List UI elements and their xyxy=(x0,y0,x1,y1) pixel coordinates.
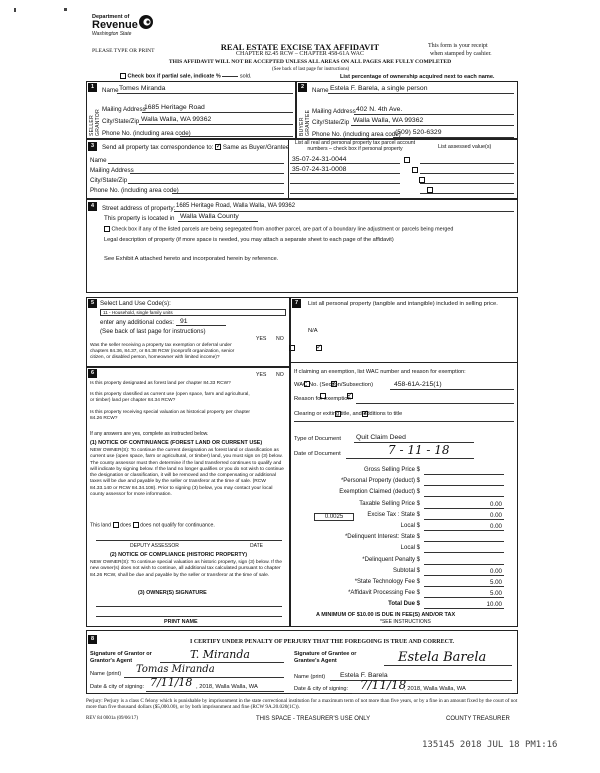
fee-value[interactable]: 0.00 xyxy=(489,511,502,519)
same-as-label: Same as Buyer/Grantee xyxy=(222,144,290,151)
fee-label: Exemption Claimed (deduct) $ xyxy=(339,489,420,496)
grantee-date-rest: , 2018, Walla Walla, WA xyxy=(404,686,466,692)
seller-mailing[interactable]: 1685 Heritage Road xyxy=(144,104,205,111)
notice2-body: NEW OWNER(S): To continue special valuation as historic property, sign (3) below. If the new owner(s) does not wish to continue, all additional tax calculated pursuant to chapter 84.26 RCW, shall be due and payable by the seller or transferor at the time of sale. xyxy=(90,560,282,578)
seller-phone-label: Phone No. (including area code) xyxy=(102,130,191,137)
grantee-name-print[interactable]: Estela F. Barela xyxy=(340,672,388,679)
exemption-claim-label: If claiming an exemption, list WAC number and reason for exemption: xyxy=(294,369,466,375)
local-rate: 0.0025 xyxy=(324,514,344,520)
buyer-name-label: Name xyxy=(312,87,329,94)
buyer-name[interactable]: Estela F. Barela, a single person xyxy=(330,85,428,92)
grantor-name-print[interactable]: Tomas Miranda xyxy=(136,664,215,675)
notice2-title: (2) NOTICE OF COMPLIANCE (HISTORIC PROPERTY) xyxy=(110,552,248,558)
buyer-mailing-label: Mailing Address xyxy=(312,108,356,115)
fee-label: Taxable Selling Price $ xyxy=(359,500,420,507)
parcel-header: List all real and personal property tax parcel account numbers – check box if personal property xyxy=(294,140,416,152)
additional-codes-value[interactable]: 91 xyxy=(180,318,188,325)
same-as-buyer-checkbox[interactable] xyxy=(215,144,221,150)
seller-city[interactable]: Walla Walla, WA 99362 xyxy=(141,116,212,123)
fee-label: Local $ xyxy=(400,523,420,529)
sold-label: sold. xyxy=(239,73,252,80)
grantee-date-label: Date & city of signing: xyxy=(294,686,349,692)
receipt-note-2: when stamped by cashier. xyxy=(430,51,492,57)
grantee-signature[interactable]: Estela Barela xyxy=(398,650,487,665)
does-label: does xyxy=(119,522,132,529)
land-use-label: Select Land Use Code(s): xyxy=(100,300,171,307)
fee-label: Subtotal $ xyxy=(392,567,420,574)
deputy-date-label: DATE xyxy=(250,543,263,549)
segregated-row xyxy=(104,226,453,232)
print-name-label: PRINT NAME xyxy=(164,619,198,625)
seller-side-label: SELLER GRANTOR xyxy=(89,108,101,136)
street-label: Street address of property: xyxy=(102,205,176,212)
certify-statement: I CERTIFY UNDER PENALTY OF PERJURY THAT THE FOREGOING IS TRUE AND CORRECT. xyxy=(190,639,455,645)
buyer-mailing[interactable]: 402 N. 4th Ave. xyxy=(356,106,403,113)
revenue-logo xyxy=(92,14,162,44)
fee-value[interactable]: 0.00 xyxy=(489,567,502,575)
perjury-note: Perjury: Perjury is a class C felony which is punishable by imprisonment in the state correctional institution for a maximum term of not more than five years, or by a fine in an amount fixed by the court of not more than five thousand dollars ($5,000.00), or by both imprisonment and fine (RCW 9A.20.020(1C)). xyxy=(86,698,518,711)
land-use-see-back: (See back of last page for instructions) xyxy=(100,328,206,335)
grantor-signature[interactable]: T. Miranda xyxy=(190,648,250,661)
s3-phone-label: Phone No. (including area code) xyxy=(90,187,179,194)
grantor-date[interactable]: 7/11/18 xyxy=(150,676,193,689)
fee-value[interactable]: 0.00 xyxy=(489,500,502,508)
located-label: This property is located in xyxy=(104,215,175,222)
grantee-date[interactable]: 7/11/18 xyxy=(360,678,407,692)
seller-name[interactable]: Tomes Miranda xyxy=(119,85,166,92)
form-title: REAL ESTATE EXCISE TAX AFFIDAVIT xyxy=(220,42,380,52)
does-not-checkbox[interactable] xyxy=(133,522,139,528)
current-use-question: Is this property classified as current use (open space, farm and agricultural, or timber) land per chapter 84.34 RCW? xyxy=(90,392,250,403)
doc-date[interactable]: 7 - 11 - 18 xyxy=(388,443,450,457)
fee-label: *Delinquent Interest: State $ xyxy=(344,534,420,541)
notice1-body: NEW OWNER(S): To continue the current designation as forest land or classification as current use (open space, farm or agricultural, or timber) land, you must sign on (3) below. The county assessor must then determine if the land transferred continues to qualify and will indicate by signing below. If the land no longer qualifies or you do not wish to continue the designation or classification, it will be removed and the compensating or additional taxes will be due and payable by the seller or transferor at the time of sale. (RCW 84.33.140 or RCW 84.34.108). Prior to signing (3) below, you may contact your local county assessor for more information. xyxy=(90,448,284,498)
clearing-title-note[interactable]: Clearing or exiting title, and additions to title xyxy=(294,411,403,417)
located-county[interactable]: Walla Walla County xyxy=(180,213,239,220)
notice1-title: (1) NOTICE OF CONTINUANCE (FOREST LAND OR CURRENT USE) xyxy=(90,440,263,446)
s3-name-label: Name xyxy=(90,157,107,164)
form-chapter: CHAPTER 82.45 RCW – CHAPTER 458-61A WAC xyxy=(236,51,364,57)
fee-label: Local $ xyxy=(400,545,420,552)
historical-question: Is this property receiving special valuation as historical property per chapter 84.26 RCW? xyxy=(90,410,250,421)
buyer-phone[interactable]: (509) 520-6329 xyxy=(395,129,442,136)
section-7-number: 7 xyxy=(292,299,301,308)
section-5-number: 5 xyxy=(88,299,97,308)
form-number: REV 84 0001a (09/06/17) xyxy=(86,716,138,721)
fee-label: *Affidavit Processing Fee $ xyxy=(348,590,420,597)
seller-name-label: Name xyxy=(102,87,119,94)
fee-label: Total Due $ xyxy=(388,601,420,608)
land-use-value: 11 - Household, single family units xyxy=(103,310,173,315)
see-instructions: *SEE INSTRUCTIONS xyxy=(380,619,431,625)
fee-value[interactable]: 10.00 xyxy=(486,601,502,609)
partial-sale-label: Check box if partial sale, indicate % xyxy=(127,73,221,80)
s3-mailing-label: Mailing Address xyxy=(90,167,134,174)
parcel-number-1[interactable]: 35-07-24-31-0044 xyxy=(292,156,347,163)
grantor-sig-label: Signature of Grantor or Grantor's Agent xyxy=(90,651,152,664)
personal-property-na[interactable]: N/A xyxy=(308,328,318,334)
list-percentage-note: List percentage of ownership acquired next to each name. xyxy=(340,74,495,80)
buyer-city-label: City/State/Zip xyxy=(312,119,350,126)
forest-land-question: Is this property designated as forest land per chapter 84.33 RCW? xyxy=(90,381,231,386)
send-correspondence-row xyxy=(102,144,289,151)
not-accepted-note: THIS AFFIDAVIT WILL NOT BE ACCEPTED UNLESS ALL AREAS ON ALL PAGES ARE FULLY COMPLETED xyxy=(168,59,452,65)
county-treasurer-label: COUNTY TREASURER xyxy=(446,716,510,722)
street-address[interactable]: 1685 Heritage Road, Walla Walla, WA 99362 xyxy=(176,203,296,209)
partial-sale-row xyxy=(120,73,251,79)
fee-label: *Personal Property (deduct) $ xyxy=(340,478,420,485)
section-4 xyxy=(86,199,518,293)
buyer-phone-label: Phone No. (including area code) xyxy=(312,131,401,138)
s5-yes-label: YES xyxy=(256,336,267,342)
does-not-label: does not qualify for continuance. xyxy=(140,522,215,529)
parcel-2-personal-checkbox[interactable] xyxy=(412,167,418,173)
fee-label: Gross Selling Price $ xyxy=(363,467,420,473)
doc-type[interactable]: Quit Claim Deed xyxy=(356,434,406,441)
treasurer-stamp: 135145 2018 JUL 18 PM1:16 xyxy=(422,740,558,750)
s6-no-label: NO xyxy=(276,372,284,378)
segregated-label: Check box if any of the listed parcels are being segregated from another parcel, are part of a boundary line adjustment or parcels being merged xyxy=(111,226,454,233)
fee-value[interactable]: 5.00 xyxy=(489,590,502,598)
scan-speck xyxy=(14,8,16,12)
receipt-note-1: This form is your receipt xyxy=(428,43,488,49)
section-7 xyxy=(290,297,518,627)
fee-label: *Delinquent Penalty $ xyxy=(362,556,420,563)
seller-mailing-label: Mailing Address xyxy=(102,106,146,113)
send-label: Send all property tax correspondence to: xyxy=(102,144,214,151)
grantor-date-label: Date & city of signing: xyxy=(90,684,145,690)
s3-city-label: City/State/Zip xyxy=(90,177,128,184)
s5-no-label: NO xyxy=(276,336,284,342)
land-use-select[interactable] xyxy=(100,309,286,316)
section-3-number: 3 xyxy=(88,142,97,151)
section-2-number: 2 xyxy=(298,83,307,92)
fee-value[interactable]: 5.00 xyxy=(489,579,502,586)
reason-label: Reason for exemption xyxy=(294,396,351,402)
exhibit-note[interactable]: See Exhibit A attached hereto and incorporated herein by reference. xyxy=(104,256,279,262)
local-rate-box[interactable] xyxy=(314,513,354,521)
this-land-label: This land xyxy=(90,522,112,529)
buyer-city[interactable]: Walla Walla, WA 99362 xyxy=(353,117,424,124)
seller-city-label: City/State/Zip xyxy=(102,118,140,125)
doc-date-label: Date of Document xyxy=(294,451,341,457)
revenue-swirl-icon xyxy=(138,14,154,30)
parcel-number-2[interactable]: 35-07-24-31-0008 xyxy=(292,166,347,173)
owner-signature-label: (3) OWNER(S) SIGNATURE xyxy=(138,590,207,596)
buyer-side-label: BUYER GRANTEE xyxy=(299,109,311,136)
fee-label: Excise Tax : State $ xyxy=(367,511,420,518)
scan-speck xyxy=(64,8,67,11)
fee-value[interactable]: 0.00 xyxy=(489,523,502,530)
section-1-number: 1 xyxy=(88,83,97,92)
grantor-name-print-label: Name (print) xyxy=(90,671,122,677)
doc-type-label: Type of Document xyxy=(294,436,342,442)
if-yes-note: If any answers are yes, complete as instructed below. xyxy=(90,431,209,437)
additional-codes-label: enter any additional codes: xyxy=(100,319,174,326)
see-back-note: (See back of last page for instructions) xyxy=(272,67,350,72)
does-checkbox[interactable] xyxy=(113,522,119,528)
section-8-number: 8 xyxy=(88,635,97,644)
wac-label: WAC No. (Section/Subsection) xyxy=(294,382,374,388)
dept-line3: Washington State xyxy=(92,31,132,37)
s6-yes-label: YES xyxy=(256,372,267,378)
section-6-number: 6 xyxy=(88,369,97,378)
partial-sale-checkbox[interactable] xyxy=(120,73,126,79)
exemption-question: Was the seller receiving a property tax exemption or deferral under chapters 84.36, 84.37, or 84.38 RCW (nonprofit organization, senior citizen, or disabled person, homeowner with limited income)? xyxy=(90,343,235,360)
print-type: PLEASE TYPE OR PRINT xyxy=(92,48,155,54)
personal-property-label: List all personal property (tangible and intangible) included in selling price. xyxy=(308,301,498,307)
assessed-header: List assessed value(s) xyxy=(438,144,492,150)
legal-description-label: Legal description of property (if more space is needed, you may attach a separate sheet to each page of the affidavit) xyxy=(104,237,394,243)
wac-value[interactable]: 458-61A-215(1) xyxy=(394,381,442,388)
segregated-checkbox[interactable] xyxy=(104,226,110,232)
dept-line1: Department of xyxy=(92,14,130,20)
section-4-number: 4 xyxy=(88,202,97,211)
grantor-date-rest: , 2018, Walla Walla, WA xyxy=(196,684,258,690)
fee-label: *State Technology Fee $ xyxy=(354,579,420,585)
treasurer-only-label: THIS SPACE - TREASURER'S USE ONLY xyxy=(256,716,371,722)
grantee-name-print-label: Name (print) xyxy=(294,674,326,680)
dept-line2: Revenue xyxy=(92,19,138,31)
deputy-assessor-label: DEPUTY ASSESSOR xyxy=(130,543,179,549)
grantee-sig-label: Signature of Grantee or Grantee's Agent xyxy=(294,651,357,664)
qualify-row xyxy=(90,522,215,528)
parcel-1-personal-checkbox[interactable] xyxy=(404,157,410,163)
minimum-note: A MINIMUM OF $10.00 IS DUE IN FEE(S) AND/OR TAX xyxy=(316,612,456,618)
